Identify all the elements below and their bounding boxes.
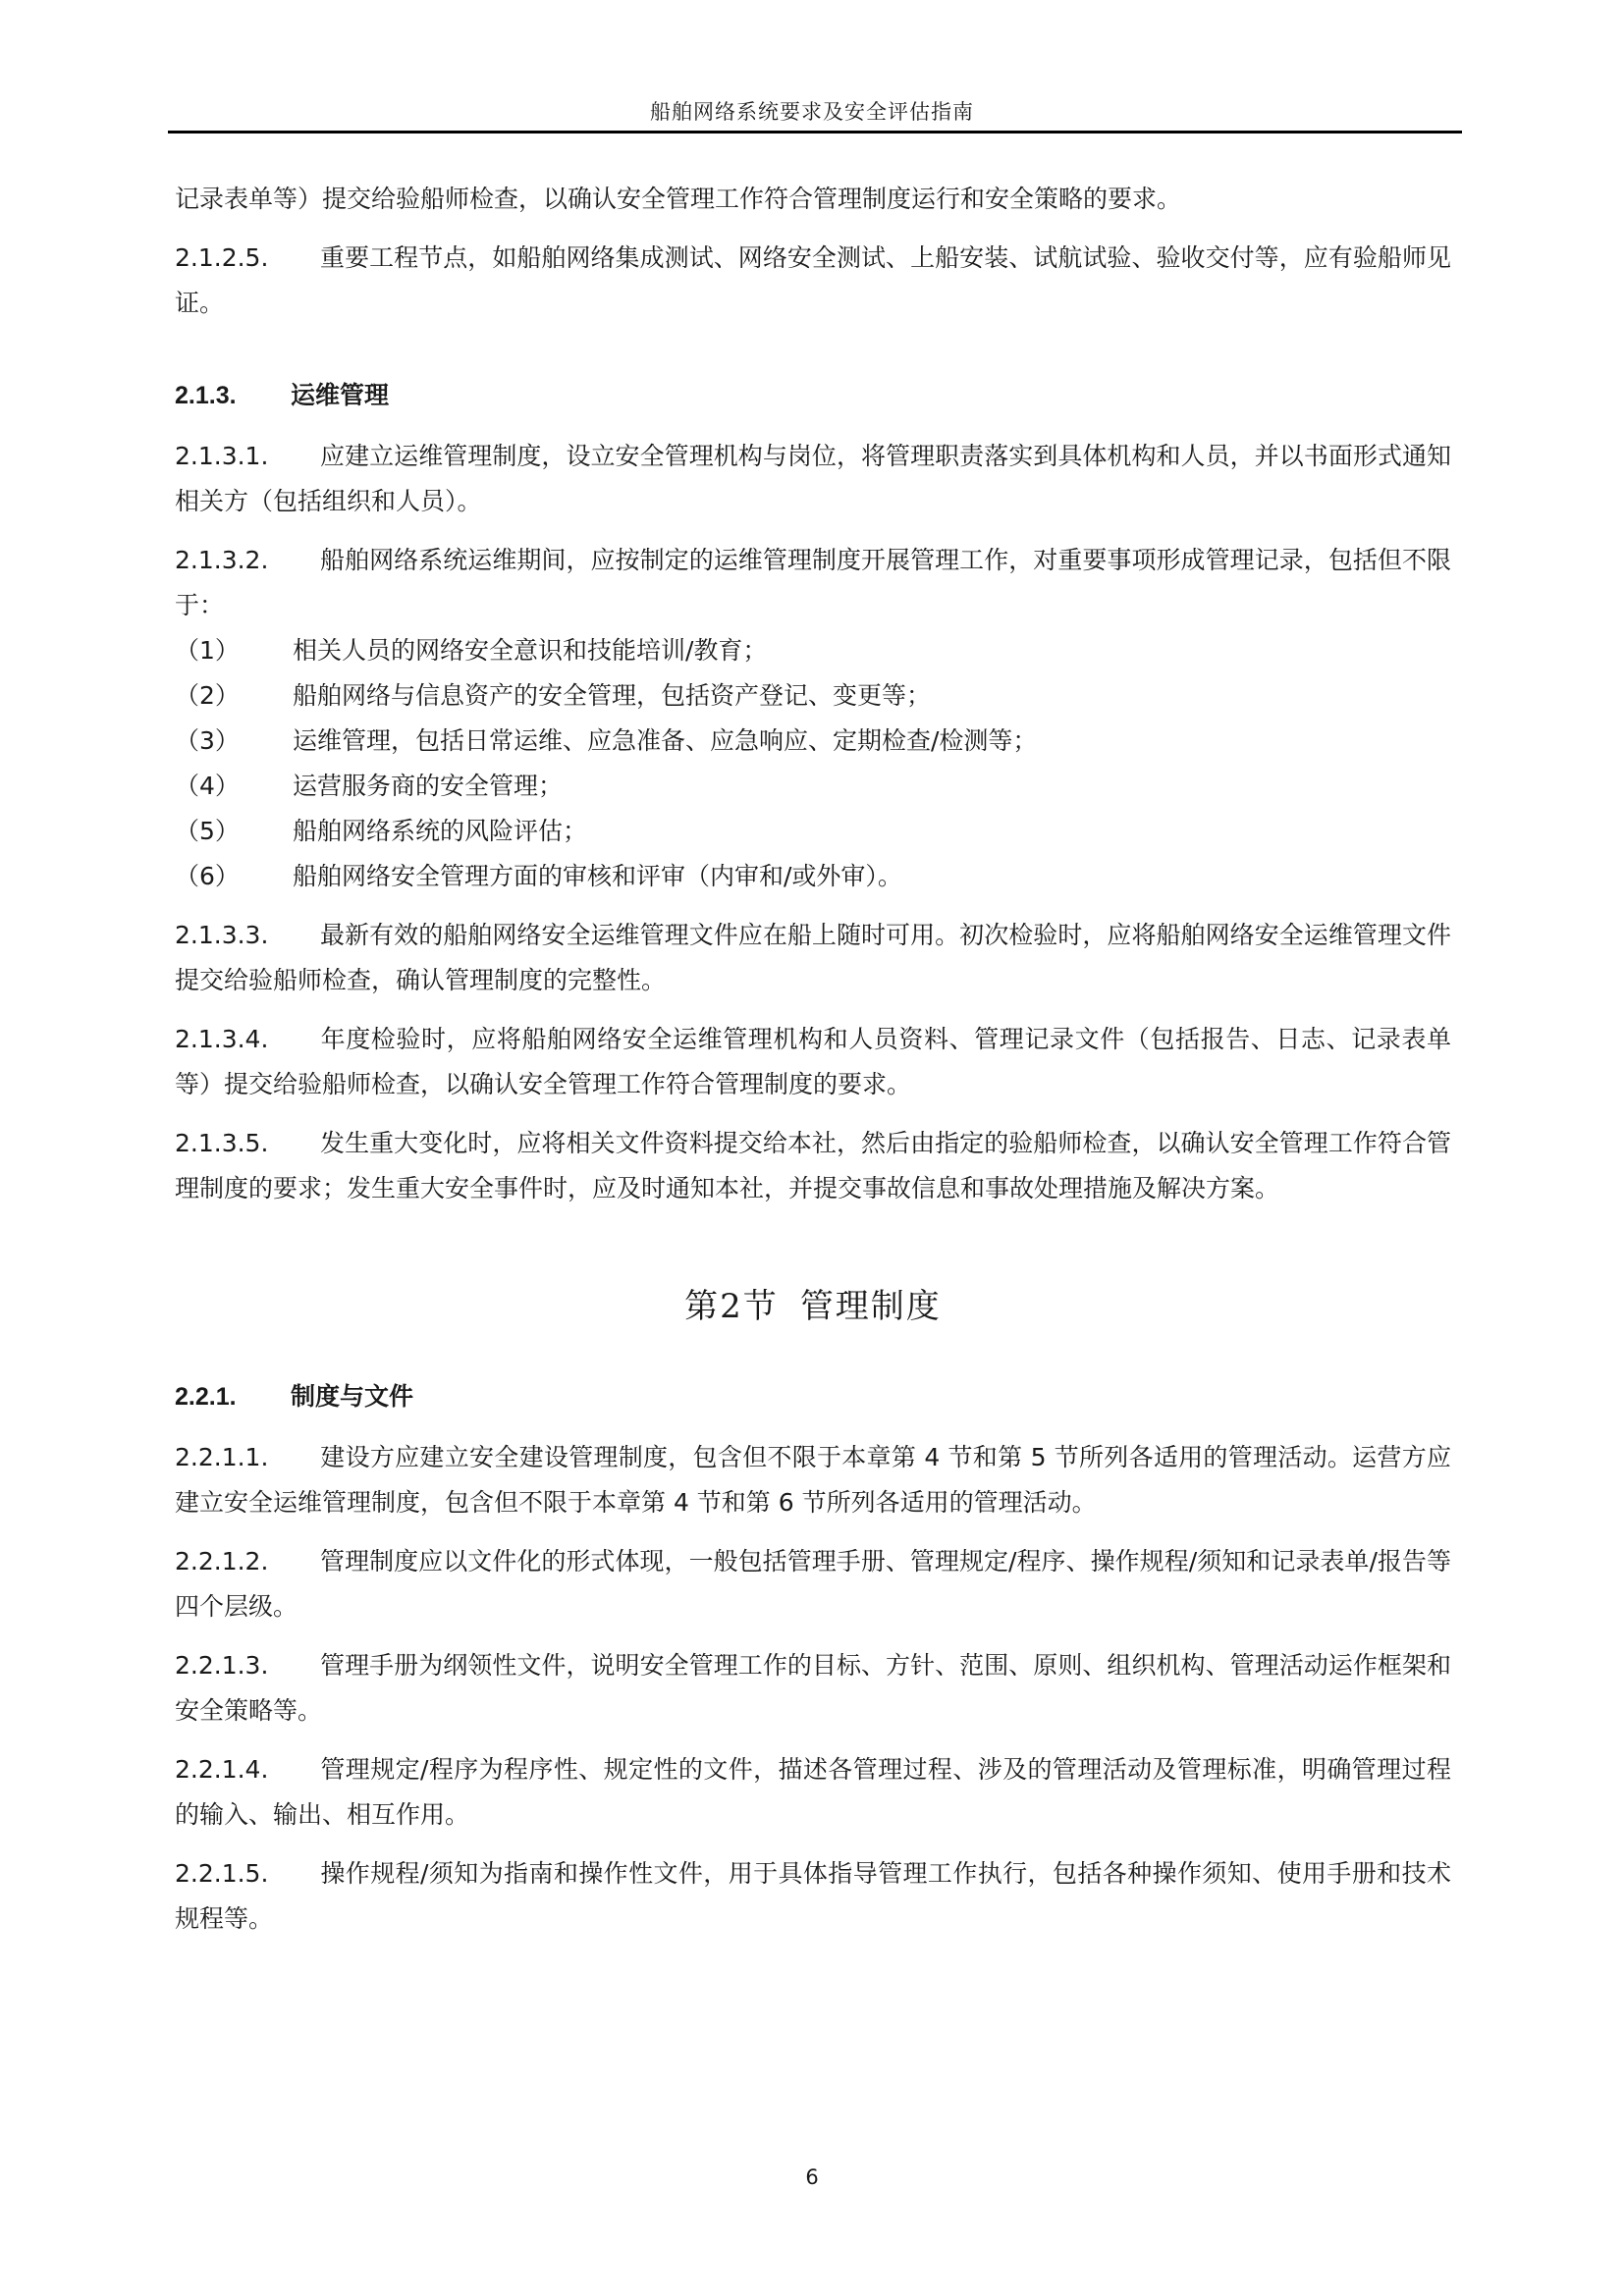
clause-2-1-2-5 — [175, 236, 1451, 326]
clause-number: 2.2.1.2. — [175, 1547, 269, 1575]
list-marker: （3） — [175, 726, 240, 755]
list-text: 船舶网络与信息资产的安全管理，包括资产登记、变更等； — [293, 681, 932, 710]
subsection-number: 2.1.3. — [175, 382, 237, 409]
clause-text: 管理制度应以文件化的形式体现，一般包括管理手册、管理规定/程序、操作规程/须知和记录表单/报告等四个层级。 — [175, 1547, 1451, 1621]
subsection-number: 2.2.1. — [175, 1383, 237, 1411]
list-text: 船舶网络安全管理方面的审核和评审（内审和/或外审）。 — [293, 862, 902, 890]
subsection-title: 制度与文件 — [291, 1383, 414, 1411]
clause-2-2-1-5 — [175, 1851, 1451, 1942]
clause-number: 2.2.1.4. — [175, 1755, 269, 1784]
page-body — [175, 177, 1451, 1942]
clause-text: 年度检验时，应将船舶网络安全运维管理机构和人员资料、管理记录文件（包括报告、日志、记录表单等）提交给验船师检查，以确认安全管理工作符合管理制度的要求。 — [175, 1025, 1451, 1098]
section-number: 第2节 — [684, 1287, 779, 1326]
clause-text: 船舶网络系统运维期间，应按制定的运维管理制度开展管理工作，对重要事项形成管理记录，包括但不限于： — [175, 546, 1451, 619]
list-item — [175, 854, 1451, 899]
clause-text: 管理手册为纲领性文件，说明安全管理工作的目标、方针、范围、原则、组织机构、管理活动运作框架和安全策略等。 — [175, 1651, 1451, 1725]
clause-2-1-3-4 — [175, 1017, 1451, 1107]
subsection-heading-2-1-3 — [175, 373, 1451, 418]
section-title: 管理制度 — [799, 1287, 942, 1326]
clause-number: 2.2.1.5. — [175, 1859, 269, 1888]
clause-number: 2.1.2.5. — [175, 243, 269, 272]
page-number: 6 — [805, 2165, 819, 2189]
clause-2-1-3-1 — [175, 434, 1451, 524]
list-text: 运维管理，包括日常运维、应急准备、应急响应、定期检查/检测等； — [293, 726, 1038, 755]
clause-text: 操作规程/须知为指南和操作性文件，用于具体指导管理工作执行，包括各种操作须知、使用手册和技术规程等。 — [175, 1859, 1451, 1933]
clause-number: 2.1.3.2. — [175, 546, 269, 574]
list-item — [175, 809, 1451, 854]
clause-text: 应建立运维管理制度，设立安全管理机构与岗位，将管理职责落实到具体机构和人员，并以书面形式通知相关方（包括组织和人员）。 — [175, 442, 1451, 515]
subsection-title: 运维管理 — [291, 382, 390, 409]
list-text: 船舶网络系统的风险评估； — [293, 817, 588, 845]
list-marker: （4） — [175, 772, 240, 800]
clause-2-2-1-4 — [175, 1747, 1451, 1838]
list-text: 运营服务商的安全管理； — [293, 772, 564, 800]
section-heading — [175, 1284, 1451, 1329]
list-item — [175, 673, 1451, 719]
list-item — [175, 628, 1451, 673]
clause-2-1-3-3 — [175, 913, 1451, 1003]
list-marker: （1） — [175, 636, 240, 665]
header-rule — [168, 131, 1462, 133]
clause-text: 建设方应建立安全建设管理制度，包含但不限于本章第 4 节和第 5 节所列各适用的管理活动。运营方应建立安全运维管理制度，包含但不限于本章第 4 节和第 6 节所列各适用的管理活动。 — [175, 1443, 1451, 1517]
clause-number: 2.2.1.3. — [175, 1651, 269, 1680]
record-list — [175, 628, 1451, 899]
clause-2-1-3-5 — [175, 1121, 1451, 1211]
subsection-heading-2-2-1 — [175, 1374, 1451, 1419]
clause-text: 重要工程节点，如船舶网络集成测试、网络安全测试、上船安装、试航试验、验收交付等，应有验船师见证。 — [175, 243, 1451, 317]
list-marker: （2） — [175, 681, 240, 710]
paragraph-continuation: 记录表单等）提交给验船师检查，以确认安全管理工作符合管理制度运行和安全策略的要求。 — [175, 185, 1182, 213]
clause-2-2-1-3 — [175, 1643, 1451, 1734]
list-item — [175, 719, 1451, 764]
clause-2-1-3-2 — [175, 538, 1451, 628]
clause-2-2-1-1 — [175, 1435, 1451, 1525]
running-header: 船舶网络系统要求及安全评估指南 — [650, 100, 974, 124]
clause-number: 2.1.3.1. — [175, 442, 269, 470]
clause-text: 最新有效的船舶网络安全运维管理文件应在船上随时可用。初次检验时，应将船舶网络安全运维管理文件提交给验船师检查，确认管理制度的完整性。 — [175, 921, 1451, 994]
clause-number: 2.1.3.4. — [175, 1025, 269, 1053]
clause-number: 2.2.1.1. — [175, 1443, 269, 1471]
clause-number: 2.1.3.3. — [175, 921, 269, 949]
list-text: 相关人员的网络安全意识和技能培训/教育； — [293, 636, 768, 665]
list-marker: （5） — [175, 817, 240, 845]
clause-2-2-1-2 — [175, 1539, 1451, 1629]
clause-text: 发生重大变化时，应将相关文件资料提交给本社，然后由指定的验船师检查，以确认安全管理工作符合管理制度的要求；发生重大安全事件时，应及时通知本社，并提交事故信息和事故处理措施及解决方案。 — [175, 1129, 1451, 1202]
list-marker: （6） — [175, 862, 240, 890]
clause-text: 管理规定/程序为程序性、规定性的文件，描述各管理过程、涉及的管理活动及管理标准，明确管理过程的输入、输出、相互作用。 — [175, 1755, 1451, 1829]
clause-number: 2.1.3.5. — [175, 1129, 269, 1157]
list-item — [175, 764, 1451, 809]
